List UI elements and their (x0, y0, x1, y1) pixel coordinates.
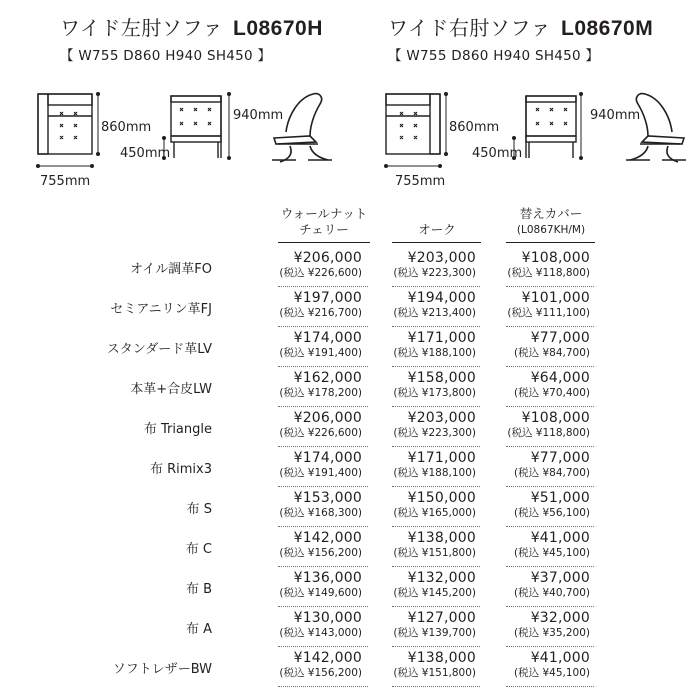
price: ¥197,000 (293, 290, 362, 306)
price-with-tax: (税込 ¥84,700) (514, 347, 590, 359)
product-header-right-arm (388, 12, 653, 64)
price: ¥108,000 (521, 410, 590, 426)
product-name: ワイド左肘ソファ (60, 16, 223, 40)
row-divider (392, 486, 480, 488)
sofa-side-view (272, 94, 332, 162)
row-divider (506, 686, 594, 688)
row-divider (392, 686, 480, 688)
row-divider (392, 566, 480, 568)
height-label: 940mm (233, 108, 284, 123)
price: ¥194,000 (407, 290, 476, 306)
price-with-tax: (税込 ¥156,200) (279, 547, 362, 559)
table-row (0, 250, 700, 290)
price: ¥138,000 (407, 650, 476, 666)
product-code: L08670H (233, 17, 323, 40)
price: ¥132,000 (407, 570, 476, 586)
row-divider (278, 326, 368, 328)
row-divider (278, 646, 368, 648)
price: ¥203,000 (407, 250, 476, 266)
price: ¥171,000 (407, 330, 476, 346)
price-with-tax: (税込 ¥149,600) (279, 587, 362, 599)
sofa-side-view (626, 94, 686, 162)
row-divider (392, 326, 480, 328)
width-label: 755mm (40, 174, 91, 189)
product-code: L08670M (561, 17, 654, 40)
price-with-tax: (税込 ¥118,800) (507, 427, 590, 439)
row-divider (506, 326, 594, 328)
price-cell (500, 330, 590, 360)
sofa-front-view (171, 96, 221, 158)
material-label: 布 Rimix3 (149, 462, 212, 477)
table-row (0, 450, 700, 490)
material-label: セミアニリン革FJ (110, 302, 212, 317)
price: ¥150,000 (407, 490, 476, 506)
price: ¥127,000 (407, 610, 476, 626)
row-divider (392, 406, 480, 408)
price: ¥158,000 (407, 370, 476, 386)
material-label: 布 B (185, 582, 212, 597)
material-label: スタンダード革LV (106, 342, 212, 357)
sofa-top-view (386, 94, 440, 154)
header-divider (506, 242, 595, 243)
price-with-tax: (税込 ¥70,400) (514, 387, 590, 399)
price-cell (272, 330, 362, 360)
price-with-tax: (税込 ¥188,100) (393, 347, 476, 359)
price-with-tax: (税込 ¥156,200) (279, 667, 362, 679)
price-cell (272, 370, 362, 400)
seat-height-label: 450mm (472, 146, 523, 161)
row-divider (392, 526, 480, 528)
price-cell (500, 530, 590, 560)
material-label: 布 S (186, 502, 212, 517)
material-label: オイル調革FO (129, 262, 212, 277)
price-with-tax: (税込 ¥191,400) (279, 347, 362, 359)
row-divider (506, 366, 594, 368)
price-cell (386, 650, 476, 680)
price-cell (272, 530, 362, 560)
price-cell (272, 450, 362, 480)
row-divider (278, 526, 368, 528)
height-label: 940mm (590, 108, 641, 123)
price-cell (386, 250, 476, 280)
price: ¥136,000 (293, 570, 362, 586)
column-header-oak (393, 222, 481, 238)
depth-label: 860mm (449, 120, 500, 135)
header-divider (278, 242, 370, 243)
dimension-diagram-right (376, 86, 700, 196)
price-with-tax: (税込 ¥165,000) (393, 507, 476, 519)
price-cell (272, 570, 362, 600)
depth-label: 860mm (101, 120, 152, 135)
price-cell (500, 410, 590, 440)
row-divider (278, 606, 368, 608)
price: ¥206,000 (293, 410, 362, 426)
price: ¥51,000 (530, 490, 590, 506)
width-label: 755mm (395, 174, 446, 189)
price: ¥101,000 (521, 290, 590, 306)
row-divider (392, 286, 480, 288)
price: ¥142,000 (293, 530, 362, 546)
price: ¥108,000 (521, 250, 590, 266)
product-dimensions: 【 W755 D860 H940 SH450 】 (60, 48, 272, 64)
price-cell (500, 290, 590, 320)
price-with-tax: (税込 ¥216,700) (279, 307, 362, 319)
price-cell (386, 490, 476, 520)
price-with-tax: (税込 ¥188,100) (393, 467, 476, 479)
price-with-tax: (税込 ¥111,100) (507, 307, 590, 319)
price: ¥37,000 (530, 570, 590, 586)
table-row (0, 290, 700, 330)
price: ¥174,000 (293, 450, 362, 466)
price-with-tax: (税込 ¥45,100) (514, 667, 590, 679)
column-header-line: チェリー (299, 222, 349, 237)
price-cell (272, 610, 362, 640)
price-cell (386, 610, 476, 640)
price-cell (386, 410, 476, 440)
product-title (60, 12, 323, 41)
dimension-diagram-left (28, 86, 358, 196)
row-divider (278, 566, 368, 568)
price-with-tax: (税込 ¥84,700) (514, 467, 590, 479)
column-header-replacement-cover (505, 206, 597, 238)
price-with-tax: (税込 ¥226,600) (279, 267, 362, 279)
table-row (0, 530, 700, 570)
price-with-tax: (税込 ¥151,800) (393, 667, 476, 679)
price-with-tax: (税込 ¥223,300) (393, 267, 476, 279)
column-header-line: オーク (418, 222, 456, 237)
sofa-front-view (526, 96, 576, 158)
row-divider (278, 406, 368, 408)
seat-height-label: 450mm (120, 146, 171, 161)
price: ¥32,000 (530, 610, 590, 626)
column-header-walnut-cherry (278, 206, 370, 238)
price-cell (386, 370, 476, 400)
price-with-tax: (税込 ¥118,800) (507, 267, 590, 279)
price: ¥162,000 (293, 370, 362, 386)
price: ¥206,000 (293, 250, 362, 266)
row-divider (506, 566, 594, 568)
price-cell (272, 490, 362, 520)
column-header-code: (L0867KH/M) (516, 224, 586, 236)
product-header-left-arm (60, 12, 323, 64)
price: ¥174,000 (293, 330, 362, 346)
column-header-line: ウォールナット (280, 206, 368, 221)
price-with-tax: (税込 ¥168,300) (279, 507, 362, 519)
price: ¥41,000 (530, 530, 590, 546)
price-with-tax: (税込 ¥173,800) (393, 387, 476, 399)
price-with-tax: (税込 ¥35,200) (514, 627, 590, 639)
row-divider (392, 646, 480, 648)
table-row (0, 410, 700, 450)
price: ¥142,000 (293, 650, 362, 666)
price-cell (386, 330, 476, 360)
price-cell (500, 450, 590, 480)
table-row (0, 370, 700, 410)
row-divider (278, 286, 368, 288)
header-divider (392, 242, 481, 243)
price-with-tax: (税込 ¥151,800) (393, 547, 476, 559)
product-name: ワイド右肘ソファ (388, 16, 551, 40)
row-divider (506, 526, 594, 528)
row-divider (506, 486, 594, 488)
price-with-tax: (税込 ¥178,200) (279, 387, 362, 399)
price-with-tax: (税込 ¥139,700) (393, 627, 476, 639)
price-cell (500, 650, 590, 680)
price-cell (272, 290, 362, 320)
price-cell (386, 570, 476, 600)
price: ¥77,000 (530, 330, 590, 346)
table-row (0, 330, 700, 370)
product-dimensions: 【 W755 D860 H940 SH450 】 (388, 48, 600, 64)
row-divider (278, 446, 368, 448)
row-divider (506, 606, 594, 608)
price: ¥130,000 (293, 610, 362, 626)
price: ¥41,000 (530, 650, 590, 666)
row-divider (392, 446, 480, 448)
sofa-top-view (38, 94, 92, 154)
row-divider (278, 366, 368, 368)
price-with-tax: (税込 ¥56,100) (514, 507, 590, 519)
price: ¥64,000 (530, 370, 590, 386)
price-with-tax: (税込 ¥145,200) (393, 587, 476, 599)
price-with-tax: (税込 ¥40,700) (514, 587, 590, 599)
price: ¥203,000 (407, 410, 476, 426)
price: ¥138,000 (407, 530, 476, 546)
row-divider (392, 366, 480, 368)
row-divider (278, 686, 368, 688)
price-cell (272, 410, 362, 440)
price-with-tax: (税込 ¥45,100) (514, 547, 590, 559)
table-row (0, 490, 700, 530)
row-divider (506, 646, 594, 648)
price-cell (386, 290, 476, 320)
price-with-tax: (税込 ¥143,000) (279, 627, 362, 639)
row-divider (392, 606, 480, 608)
price-with-tax: (税込 ¥213,400) (393, 307, 476, 319)
price-with-tax: (税込 ¥223,300) (393, 427, 476, 439)
price-with-tax: (税込 ¥226,600) (279, 427, 362, 439)
price: ¥171,000 (407, 450, 476, 466)
row-divider (278, 486, 368, 488)
row-divider (506, 286, 594, 288)
price-cell (272, 650, 362, 680)
material-label: ソフトレザーBW (112, 662, 212, 677)
price-cell (386, 450, 476, 480)
row-divider (506, 406, 594, 408)
table-row (0, 650, 700, 690)
price-cell (500, 610, 590, 640)
table-row (0, 570, 700, 610)
table-row (0, 610, 700, 650)
material-label: 布 C (185, 542, 212, 557)
price-cell (500, 370, 590, 400)
price-cell (386, 530, 476, 560)
row-divider (506, 446, 594, 448)
price-cell (500, 570, 590, 600)
price: ¥77,000 (530, 450, 590, 466)
column-header-line: 替えカバー (519, 206, 583, 221)
material-label: 本革+合皮LW (130, 382, 212, 397)
price-cell (272, 250, 362, 280)
price-cell (500, 250, 590, 280)
price: ¥153,000 (293, 490, 362, 506)
price-cell (500, 490, 590, 520)
price-with-tax: (税込 ¥191,400) (279, 467, 362, 479)
material-label: 布 A (185, 622, 212, 637)
product-title (388, 12, 653, 41)
material-label: 布 Triangle (143, 422, 212, 437)
